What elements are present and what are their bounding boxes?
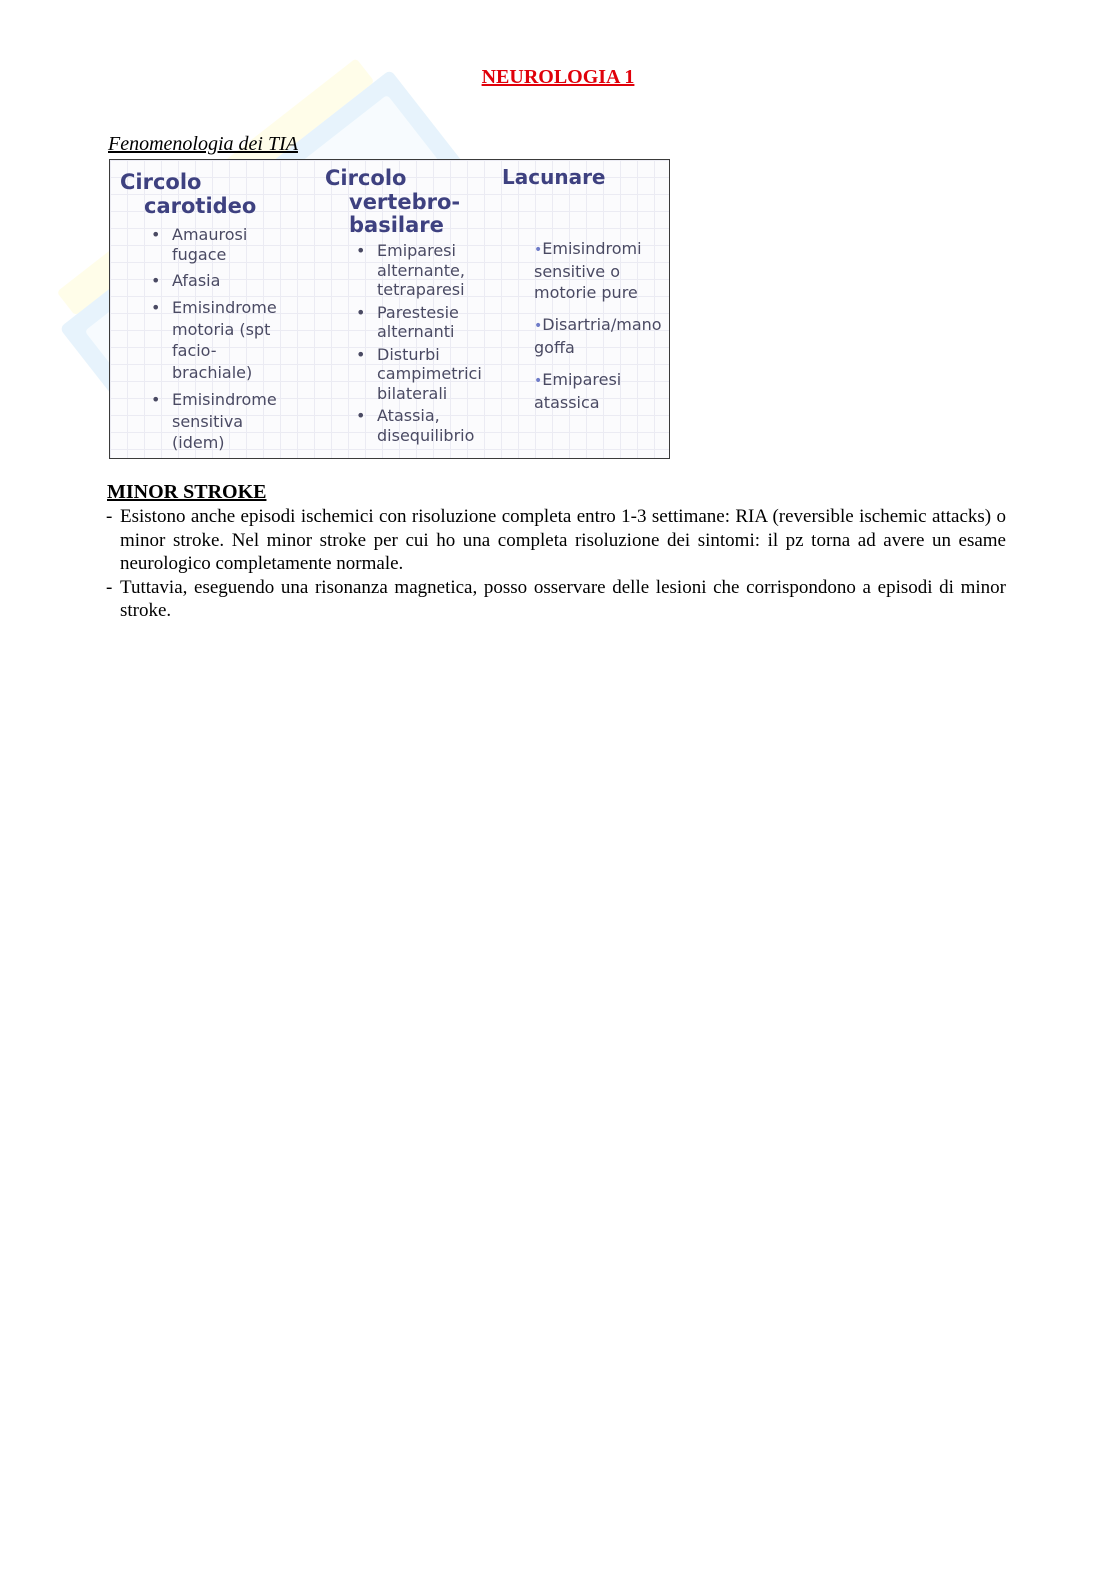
list-item: • Afasia	[151, 271, 221, 290]
list-item: • Emiparesi alternante, tetraparesi	[356, 241, 465, 299]
paragraph-item: - Tuttavia, eseguendo una risonanza magnetica, posso osservare delle lesioni che corrispondono a episodi di minor stroke.	[106, 576, 1006, 621]
list-item: •Emisindromi sensitive o motorie pure	[534, 239, 642, 302]
paragraph-item: - Esistono anche episodi ischemici con risoluzione completa entro 1-3 settimane: RIA (reversible ischemic attacks) o minor stroke. Nel minor stroke per cui ho una completa risoluzione dei sintomi: il pz torna ad avere un esame neurologico completamente normale.	[106, 506, 1006, 574]
tia-phenomenology-slide	[109, 159, 670, 459]
column-heading-carotid: Circolo carotideo	[120, 170, 257, 218]
column-heading-lacunar: Lacunare	[502, 165, 606, 189]
figure-caption: Fenomenologia dei TIA	[108, 133, 298, 155]
list-item: • Disturbi campimetrici bilaterali	[356, 344, 482, 403]
column-vertebrobasilar-list	[356, 241, 557, 445]
list-item: • Atassia, disequilibrio	[356, 406, 475, 445]
list-item: •Disartria/mano goffa	[534, 315, 662, 357]
list-item: • Amaurosi fugace	[151, 225, 248, 264]
list-item: • Emisindrome motoria (spt facio- brachiale)	[151, 298, 277, 382]
document-title: NEUROLOGIA 1	[481, 66, 635, 88]
minor-stroke-list	[106, 505, 1006, 623]
list-item: •Emiparesi atassica	[534, 370, 622, 412]
column-carotid-list	[151, 225, 362, 454]
column-heading-vertebrobasilar: Circolo vertebro- basilare	[325, 166, 461, 237]
list-item: • Emisindrome sensitiva (idem)	[151, 390, 277, 452]
list-item: • Parestesie alternanti	[356, 302, 459, 341]
column-lacunar-list	[534, 238, 666, 424]
section-title-minor-stroke: MINOR STROKE	[107, 481, 267, 503]
